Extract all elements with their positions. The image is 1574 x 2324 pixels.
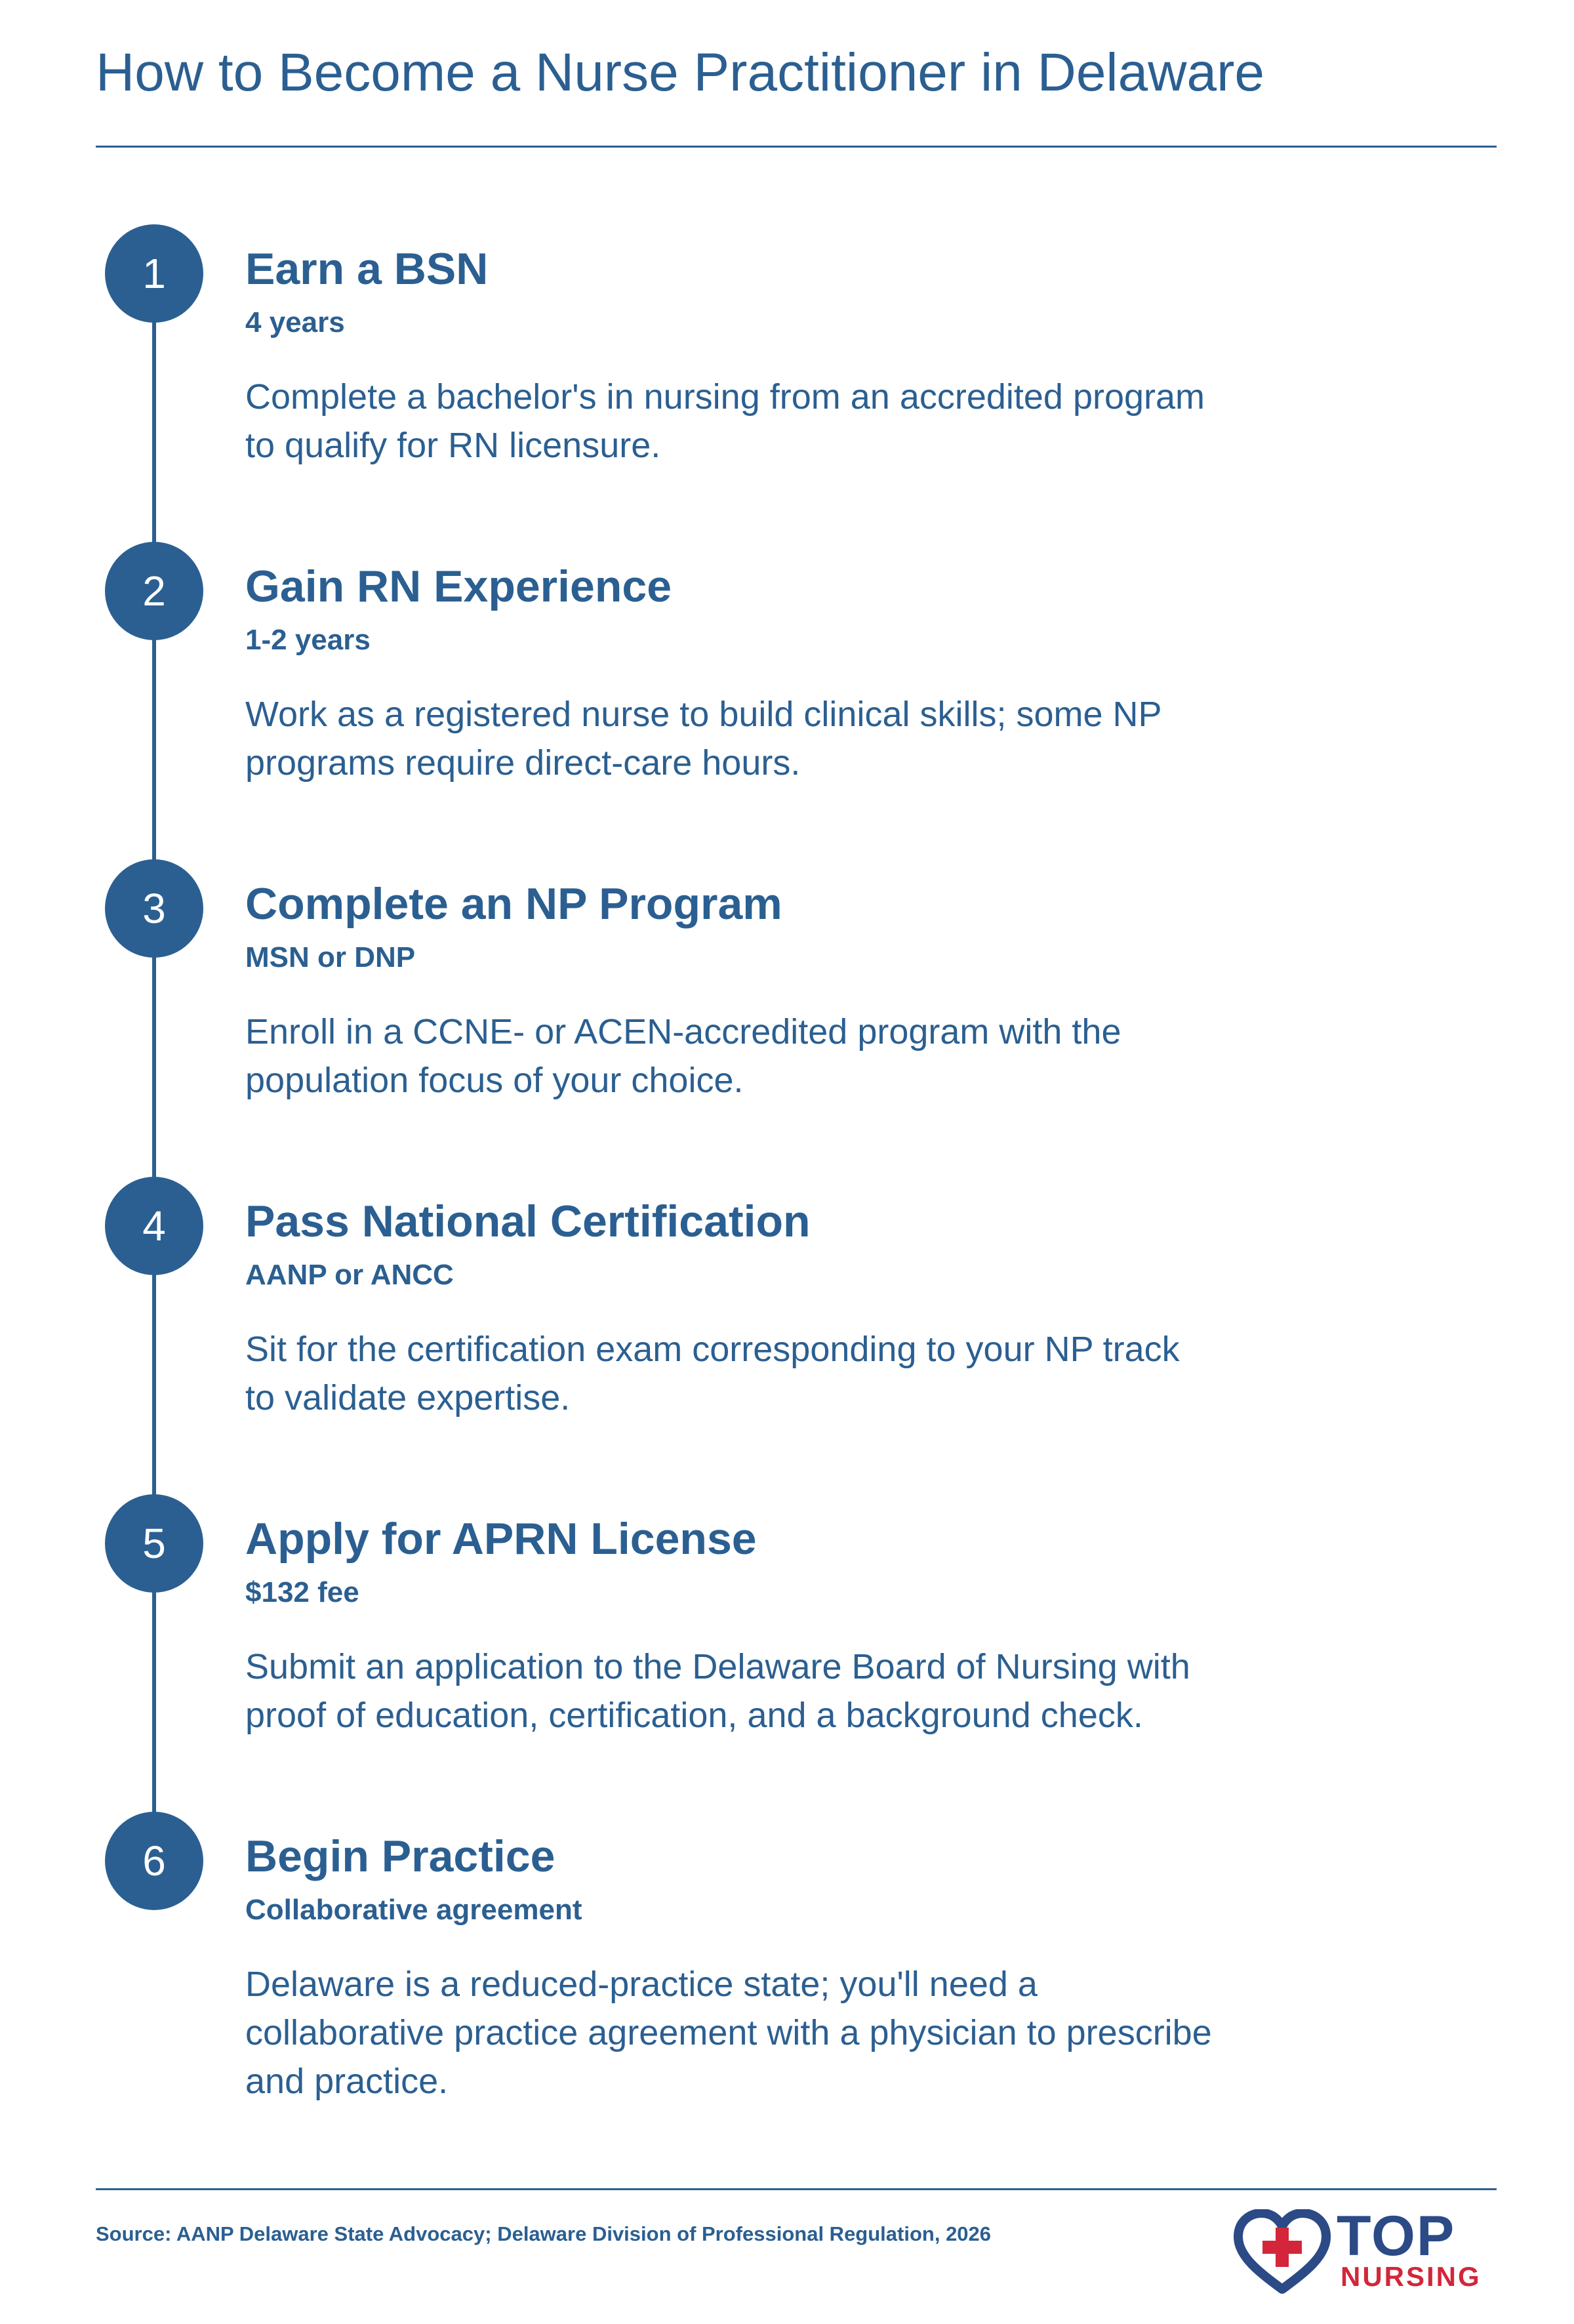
step-subtitle: AANP or ANCC	[245, 1259, 454, 1291]
step-subtitle: 1-2 years	[245, 624, 371, 656]
step-title: Complete an NP Program	[245, 879, 782, 929]
step-subtitle: MSN or DNP	[245, 941, 416, 973]
step-title: Gain RN Experience	[245, 561, 672, 611]
step-description: Work as a registered nurse to build clinical skills; some NP programs require direct-care hours.	[245, 695, 1161, 783]
step-subtitle: Collaborative agreement	[245, 1894, 582, 1926]
step-number-badge: 3	[105, 859, 203, 958]
step-subtitle: $132 fee	[245, 1576, 359, 1608]
step-title: Pass National Certification	[245, 1196, 811, 1246]
header-divider	[96, 146, 1497, 148]
step-number-badge: 1	[105, 224, 203, 323]
step-description: Complete a bachelor's in nursing from an accredited program to qualify for RN licensure.	[245, 377, 1205, 465]
timeline-connector	[152, 275, 156, 1863]
step-description: Submit an application to the Delaware Board of Nursing with proof of education, certification, and a background check.	[245, 1647, 1190, 1735]
source-citation: Source: AANP Delaware State Advocacy; Delaware Division of Professional Regulation, 2026	[96, 2222, 992, 2245]
step-title: Apply for APRN License	[245, 1514, 757, 1564]
step-title: Begin Practice	[245, 1831, 555, 1881]
step-number-badge: 5	[105, 1494, 203, 1593]
logo-wordmark-nursing: NURSING	[1341, 2261, 1482, 2292]
step-title: Earn a BSN	[245, 244, 489, 294]
heart-cross-icon	[1233, 2209, 1331, 2294]
page-title: How to Become a Nurse Practitioner in Delaware	[96, 43, 1264, 102]
step-number-badge: 2	[105, 542, 203, 640]
footer-divider	[96, 2188, 1497, 2190]
step-description: Delaware is a reduced-practice state; you'll need a collaborative practice agreement with a physician to prescribe and practice.	[245, 1965, 1212, 2101]
logo-wordmark-top: TOP	[1337, 2205, 1456, 2268]
step-description: Enroll in a CCNE- or ACEN-accredited program with the population focus of your choice.	[245, 1012, 1121, 1100]
step-number-badge: 4	[105, 1177, 203, 1275]
step-subtitle: 4 years	[245, 306, 345, 338]
step-number-badge: 6	[105, 1812, 203, 1910]
step-description: Sit for the certification exam corresponding to your NP track to validate expertise.	[245, 1330, 1180, 1417]
top-nursing-logo	[1233, 2205, 1495, 2294]
